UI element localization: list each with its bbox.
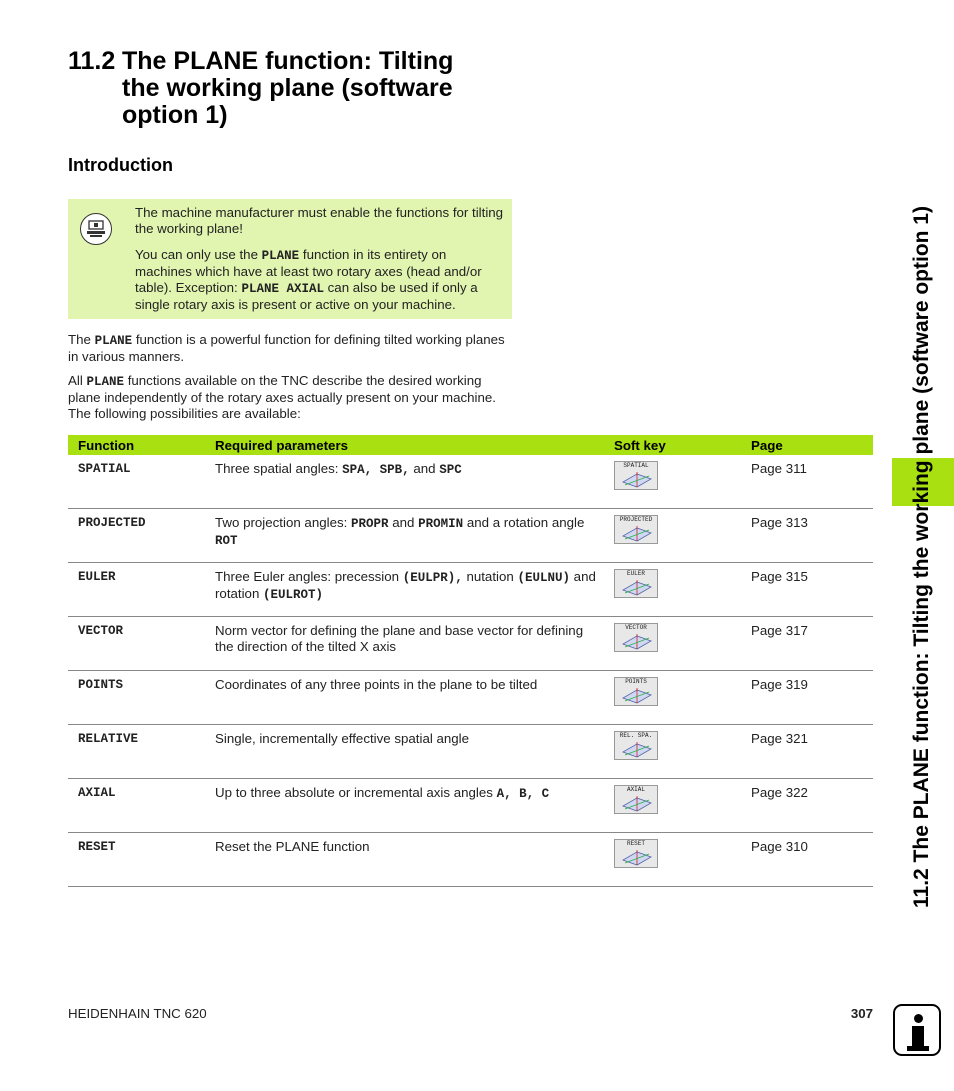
parameter-text: Three spatial angles:	[215, 461, 343, 476]
function-name: EULER	[68, 563, 205, 617]
parameter-code: (EULROT)	[263, 588, 324, 602]
info-icon	[893, 1004, 941, 1056]
function-name: POINTS	[68, 671, 205, 725]
code-plane: PLANE	[86, 375, 124, 389]
function-name: PROJECTED	[68, 509, 205, 563]
soft-key-cell	[604, 779, 741, 833]
code-plane: PLANE	[94, 334, 133, 348]
page-title	[68, 48, 508, 129]
note-paragraph-2	[135, 247, 505, 313]
softkey-vector-button[interactable]	[614, 623, 658, 652]
page-reference[interactable]: Page 310	[741, 833, 873, 887]
parameter-code: PROMIN	[418, 517, 464, 531]
parameter-text: and a rotation angle	[463, 515, 585, 530]
table-row	[68, 725, 873, 779]
table-body	[68, 455, 873, 887]
note-paragraph-1: The machine manufacturer must enable the functions for tilting the working plane!	[135, 205, 504, 236]
softkey-reset-button[interactable]	[614, 839, 658, 868]
parameter-text: Two projection angles:	[215, 515, 352, 530]
table-row	[68, 671, 873, 725]
soft-key-cell	[604, 833, 741, 887]
softkey-axial-button[interactable]	[614, 785, 658, 814]
page-reference[interactable]: Page 319	[741, 671, 873, 725]
required-parameters	[205, 725, 604, 779]
softkey-projected-button[interactable]	[614, 515, 658, 544]
parameter-code: A, B, C	[496, 787, 550, 801]
title-line-3: option 1)	[122, 101, 228, 129]
sidebar-running-title: 11.2 The PLANE function: Tilting the working plane (software option 1)	[910, 206, 933, 908]
plane-tilt-icon	[619, 470, 655, 489]
function-name: AXIAL	[68, 779, 205, 833]
softkey-label: POINTS	[625, 678, 647, 685]
parameter-text: Norm vector for defining the plane and base vector for defining the direction of the tilted X axis	[215, 623, 584, 654]
required-parameters	[205, 833, 604, 887]
parameter-text: and rotation	[215, 569, 596, 601]
parameter-text: Reset the PLANE function	[215, 839, 370, 854]
text-run: All	[68, 373, 87, 388]
required-parameters	[205, 455, 604, 509]
section-subheading: Introduction	[68, 155, 173, 175]
intro-paragraph-2	[68, 373, 513, 422]
note-text	[135, 205, 505, 323]
soft-key-cell	[604, 509, 741, 563]
parameter-text: and	[388, 515, 419, 530]
title-line-1: The PLANE function: Tilting	[122, 47, 454, 75]
required-parameters	[205, 779, 604, 833]
table-row	[68, 455, 873, 509]
header-page: Page	[741, 435, 873, 455]
machine-manufacturer-icon	[80, 213, 112, 245]
text-run: function is a powerful function for defining tilted working planes in various manners.	[68, 332, 505, 364]
softkey-label: SPATIAL	[623, 462, 649, 469]
plane-tilt-icon	[619, 794, 655, 813]
plane-tilt-icon	[619, 524, 655, 543]
required-parameters	[205, 563, 604, 617]
text-run: The	[68, 332, 95, 347]
parameter-text: and	[409, 461, 440, 476]
parameter-text: Coordinates of any three points in the plane to be tilted	[215, 677, 538, 692]
title-line-2: the working plane (software	[122, 74, 453, 102]
table-header-row	[68, 435, 873, 455]
note-text-run: You can only use the	[135, 247, 262, 262]
page-reference[interactable]: Page 315	[741, 563, 873, 617]
footer-manual-title: HEIDENHAIN TNC 620	[68, 1006, 207, 1021]
softkey-euler-button[interactable]	[614, 569, 658, 598]
soft-key-cell	[604, 671, 741, 725]
soft-key-cell	[604, 617, 741, 671]
page-reference[interactable]: Page 311	[741, 455, 873, 509]
function-name: RESET	[68, 833, 205, 887]
plane-tilt-icon	[619, 740, 655, 759]
parameter-code: SPA, SPB,	[342, 463, 410, 477]
soft-key-cell	[604, 455, 741, 509]
parameter-code: SPC	[439, 463, 462, 477]
plane-tilt-icon	[619, 632, 655, 651]
required-parameters	[205, 509, 604, 563]
softkey-spatial-button[interactable]	[614, 461, 658, 490]
header-function: Function	[68, 435, 205, 455]
function-name: SPATIAL	[68, 455, 205, 509]
softkey-points-button[interactable]	[614, 677, 658, 706]
parameter-text: Up to three absolute or incremental axis angles	[215, 785, 497, 800]
plane-tilt-icon	[619, 848, 655, 867]
page-reference[interactable]: Page 322	[741, 779, 873, 833]
softkey-label: AXIAL	[626, 786, 645, 793]
required-parameters	[205, 671, 604, 725]
softkey-label: EULER	[626, 570, 645, 577]
section-number: 11.2	[68, 47, 116, 75]
note-text-run: can also be used if only a single rotary axis is present or active on your machine.	[135, 280, 478, 312]
note-code-plane: PLANE	[261, 249, 300, 263]
table-row	[68, 509, 873, 563]
note-code-plane-axial: PLANE AXIAL	[241, 282, 324, 296]
footer-page-number: 307	[850, 1006, 873, 1021]
softkey-label: PROJECTED	[619, 516, 653, 523]
soft-key-cell	[604, 725, 741, 779]
page-reference[interactable]: Page 321	[741, 725, 873, 779]
page-reference[interactable]: Page 313	[741, 509, 873, 563]
text-run: functions available on the TNC describe the desired working plane independently of the rotary axes actually present on your machine. The following possibilities are available:	[68, 373, 496, 421]
intro-paragraph-1	[68, 332, 513, 365]
function-name: VECTOR	[68, 617, 205, 671]
page-reference[interactable]: Page 317	[741, 617, 873, 671]
plane-tilt-icon	[619, 578, 655, 597]
header-soft-key: Soft key	[604, 435, 741, 455]
note-text-run: function in its entirety on machines which have at least two rotary axes (head and/or table). Exception:	[135, 247, 482, 295]
table-row	[68, 563, 873, 617]
table-row	[68, 833, 873, 887]
parameter-text: nutation	[462, 569, 518, 584]
plane-functions-table	[68, 435, 873, 887]
softkey-label: VECTOR	[625, 624, 647, 631]
manufacturer-note	[68, 199, 512, 319]
softkey-label: REL. SPA.	[619, 732, 653, 739]
plane-tilt-icon	[619, 686, 655, 705]
required-parameters	[205, 617, 604, 671]
header-required-parameters: Required parameters	[205, 435, 604, 455]
parameter-code: ROT	[215, 534, 238, 548]
parameter-code: (EULNU)	[517, 571, 570, 585]
parameter-code: (EULPR),	[402, 571, 463, 585]
table-row	[68, 779, 873, 833]
parameter-code: PROPR	[351, 517, 389, 531]
soft-key-cell	[604, 563, 741, 617]
softkey-relative-button[interactable]	[614, 731, 658, 760]
parameter-text: Three Euler angles: precession	[215, 569, 403, 584]
table-row	[68, 617, 873, 671]
function-name: RELATIVE	[68, 725, 205, 779]
parameter-text: Single, incrementally effective spatial angle	[215, 731, 470, 746]
softkey-label: RESET	[626, 840, 645, 847]
